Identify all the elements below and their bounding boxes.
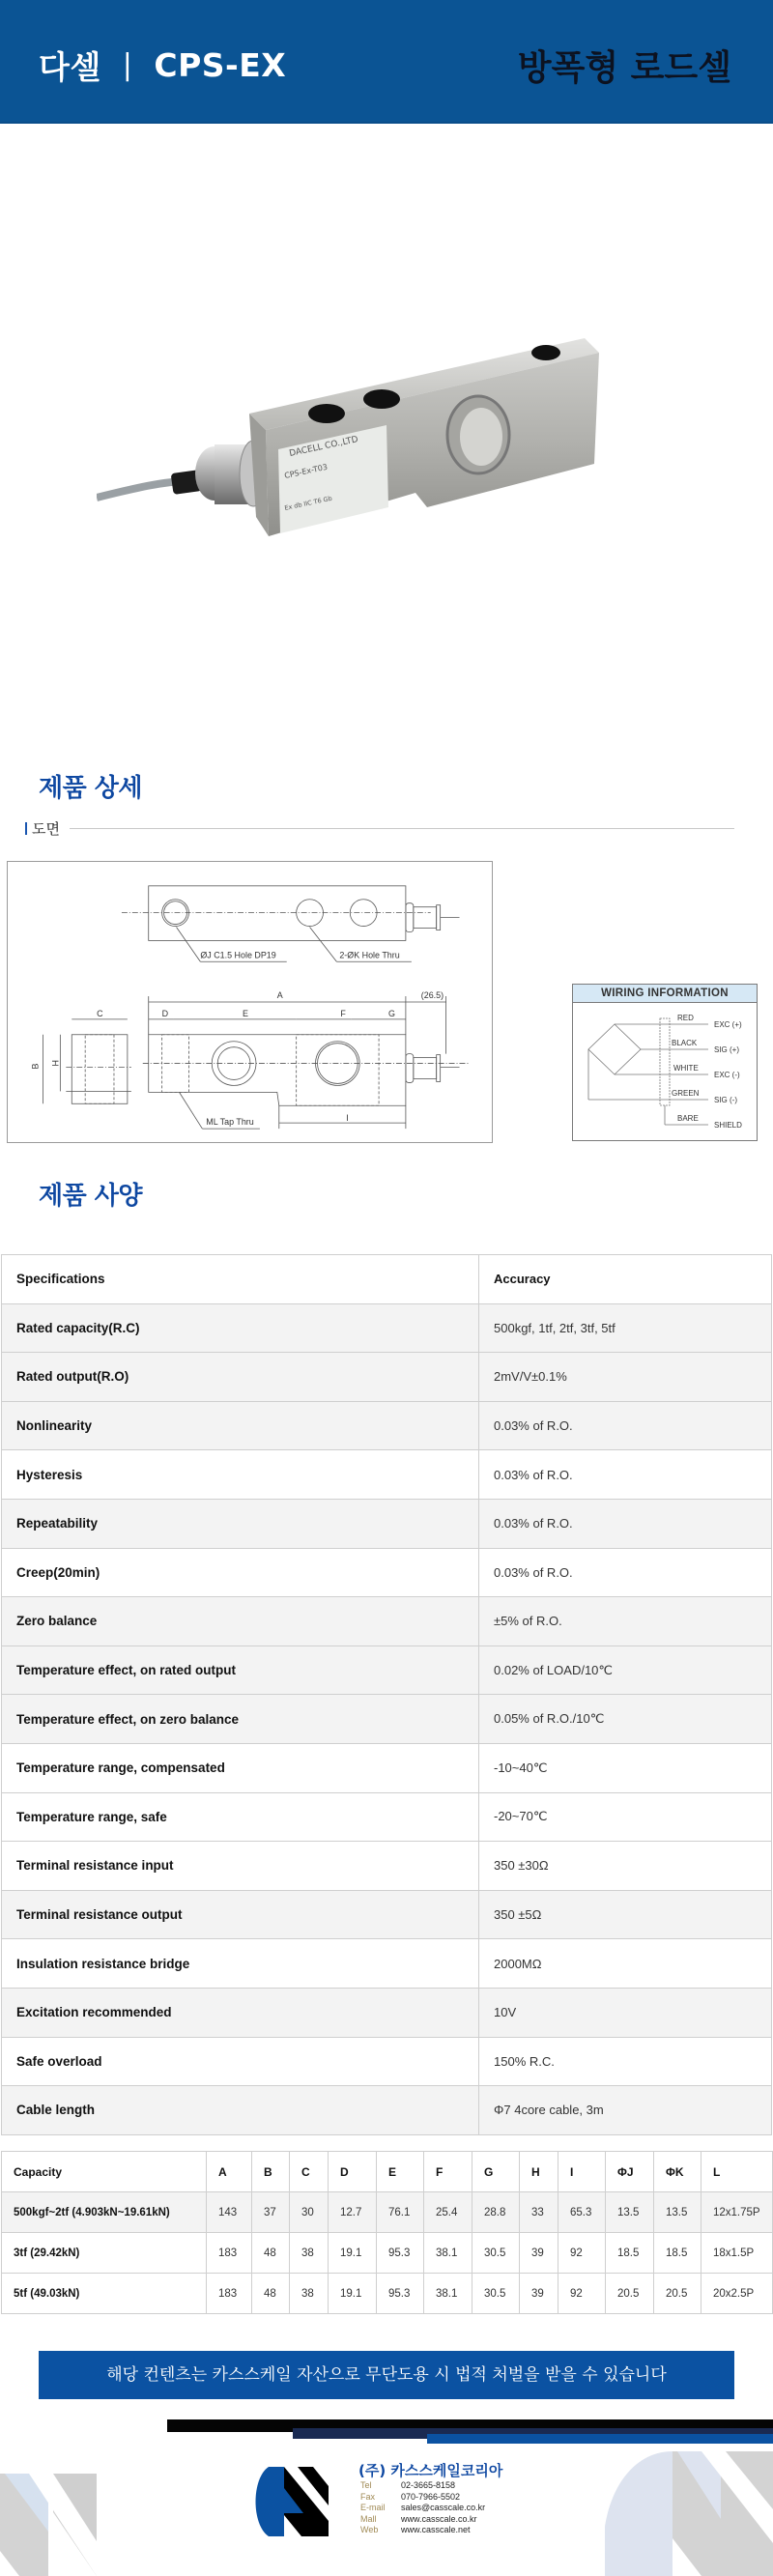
- dimension-value: 20.5: [606, 2274, 654, 2314]
- mount-hole: [308, 404, 345, 423]
- contact-label: Mall: [360, 2513, 377, 2524]
- front-connector-flange: [437, 1055, 441, 1082]
- product-category: 방폭형 로드셀: [517, 48, 731, 88]
- callout-l-label: ML Tap Thru: [206, 1117, 254, 1128]
- drawing-svg: [8, 862, 492, 1142]
- dimension-value: 38: [290, 2233, 329, 2274]
- spec-row: [2, 1743, 772, 1792]
- dimension-value: 19.1: [329, 2274, 377, 2314]
- dimension-header-capacity: Capacity: [2, 2152, 207, 2192]
- front-connector-body: [414, 1058, 437, 1079]
- contact-label: E-mail: [360, 2503, 386, 2513]
- brand-name: 다셀: [39, 48, 101, 86]
- drawing-label: 도면: [32, 820, 60, 838]
- contact-row-tel: [360, 2480, 485, 2492]
- spec-value: 150% R.C.: [479, 2037, 772, 2086]
- dimension-value: 183: [207, 2274, 252, 2314]
- spec-value: 0.03% of R.O.: [479, 1401, 772, 1450]
- spec-row: [2, 1499, 772, 1548]
- header-brand-model: [39, 43, 286, 88]
- specs-title: 제품 사양: [39, 1182, 143, 1211]
- dim-label-g: G: [388, 1008, 395, 1018]
- dimension-value: 38.1: [424, 2274, 472, 2314]
- bridge-circuit: [588, 1024, 641, 1074]
- load-hole-inner: [217, 1047, 250, 1080]
- side-tap-hole: [85, 1035, 114, 1104]
- dimension-header-cell: ΦJ: [606, 2152, 654, 2192]
- spec-key: Temperature range, compensated: [2, 1743, 479, 1792]
- dim-label-b: B: [30, 1063, 41, 1070]
- spec-key: Rated output(R.O): [2, 1353, 479, 1402]
- spec-row: [2, 1792, 772, 1842]
- dimension-header-cell: D: [329, 2152, 377, 2192]
- dim-label-cable: (26.5): [420, 990, 444, 1001]
- contact-value: 070-7966-5502: [401, 2491, 461, 2502]
- dimension-value: 12x1.75P: [701, 2192, 773, 2233]
- wire-signal-label: EXC (-): [714, 1071, 740, 1079]
- dimension-header-cell: H: [520, 2152, 558, 2192]
- dim-label-i: I: [346, 1113, 349, 1124]
- spec-value: 2000MΩ: [479, 1939, 772, 1989]
- mount-hole: [363, 389, 400, 409]
- spec-row: [2, 1401, 772, 1450]
- copyright-notice: 해당 컨텐츠는 카스스케일 자산으로 무단도용 시 법적 처벌을 받을 수 있습니다: [39, 2351, 734, 2399]
- side-view-body: [72, 1035, 128, 1104]
- spec-row: [2, 1939, 772, 1989]
- dim-label-h: H: [50, 1060, 61, 1067]
- dim-label-c: C: [97, 1008, 103, 1018]
- spec-value: 2mV/V±0.1%: [479, 1353, 772, 1402]
- spec-key: Terminal resistance output: [2, 1890, 479, 1939]
- spec-row: [2, 1695, 772, 1744]
- technical-drawing: [7, 861, 493, 1143]
- spec-row: [2, 2086, 772, 2135]
- top-connector-body: [414, 907, 437, 929]
- spec-value: -10~40℃: [479, 1743, 772, 1792]
- wire-color-label: WHITE: [673, 1064, 699, 1073]
- spec-key: Temperature range, safe: [2, 1792, 479, 1842]
- spec-header-row: [2, 1255, 772, 1304]
- dimension-row: [2, 2192, 773, 2233]
- front-view-body: [149, 1035, 406, 1105]
- dimension-value: 33: [520, 2192, 558, 2233]
- dim-label-f: F: [340, 1008, 346, 1018]
- spec-key: Terminal resistance input: [2, 1842, 479, 1891]
- dimension-value: 30.5: [472, 2233, 520, 2274]
- wire-color-label: BLACK: [672, 1039, 698, 1047]
- wire-color-label: RED: [677, 1014, 694, 1022]
- spec-key: Cable length: [2, 2086, 479, 2135]
- spec-value: 0.02% of LOAD/10℃: [479, 1646, 772, 1695]
- spec-row: [2, 1597, 772, 1646]
- spec-key: Creep(20min): [2, 1548, 479, 1597]
- wire-color-label: BARE: [677, 1114, 699, 1123]
- dimension-header-cell: G: [472, 2152, 520, 2192]
- dimension-header-cell: ΦK: [654, 2152, 701, 2192]
- callout-line-l: [180, 1092, 203, 1129]
- spec-row: [2, 1303, 772, 1353]
- dimension-value: 30: [290, 2192, 329, 2233]
- spec-value: 0.03% of R.O.: [479, 1499, 772, 1548]
- wiring-title: WIRING INFORMATION: [573, 985, 757, 1003]
- label-model: CPS-Ex-T03: [283, 462, 329, 480]
- top-connector-flange: [437, 905, 441, 930]
- spec-key: Repeatability: [2, 1499, 479, 1548]
- dimension-value: 18.5: [606, 2233, 654, 2274]
- contact-label: Fax: [360, 2491, 376, 2502]
- contact-info: [360, 2480, 485, 2536]
- model-name: CPS-EX: [154, 46, 287, 84]
- dimension-value: 92: [558, 2233, 606, 2274]
- dimension-value: 143: [207, 2192, 252, 2233]
- dimension-value: 95.3: [377, 2233, 424, 2274]
- callout-line-j: [177, 928, 201, 962]
- spec-key: Hysteresis: [2, 1450, 479, 1500]
- wire-color-label: GREEN: [672, 1089, 700, 1098]
- spec-value: 350 ±30Ω: [479, 1842, 772, 1891]
- wire-signal-label: EXC (+): [714, 1020, 742, 1029]
- spec-row: [2, 1646, 772, 1695]
- dimension-value: 48: [252, 2274, 290, 2314]
- dimension-value: 28.8: [472, 2192, 520, 2233]
- spec-row: [2, 1988, 772, 2037]
- spec-row: [2, 1450, 772, 1500]
- dim-label-a: A: [276, 990, 283, 1001]
- contact-row-fax: [360, 2492, 485, 2504]
- spec-key: Specifications: [2, 1255, 479, 1304]
- spec-row: [2, 1890, 772, 1939]
- dimension-value: 92: [558, 2274, 606, 2314]
- spec-row: [2, 1842, 772, 1891]
- contact-label: Web: [360, 2525, 379, 2535]
- header-separator: |: [122, 48, 133, 82]
- spec-row: [2, 1548, 772, 1597]
- dimension-value: 20x2.5P: [701, 2274, 773, 2314]
- spec-key: Temperature effect, on zero balance: [2, 1695, 479, 1744]
- spec-key: Excitation recommended: [2, 1988, 479, 2037]
- contact-mall-link[interactable]: www.casscale.co.kr: [401, 2513, 477, 2524]
- spec-value: Φ7 4core cable, 3m: [479, 2086, 772, 2135]
- dimension-value: 25.4: [424, 2192, 472, 2233]
- contact-label: Tel: [360, 2480, 372, 2490]
- dimension-header-cell: E: [377, 2152, 424, 2192]
- dimension-value: 12.7: [329, 2192, 377, 2233]
- callout-line-k: [310, 928, 337, 962]
- spec-key: Nonlinearity: [2, 1401, 479, 1450]
- spec-key: Safe overload: [2, 2037, 479, 2086]
- dimension-value: 37: [252, 2192, 290, 2233]
- callout-k-label: 2-ØK Hole Thru: [339, 950, 400, 960]
- dimension-row: [2, 2274, 773, 2314]
- dimension-value: 48: [252, 2233, 290, 2274]
- drawing-subheading: [25, 818, 734, 839]
- details-title: 제품 상세: [39, 774, 143, 803]
- watermark-logo-left: [0, 2474, 106, 2576]
- dimension-header-cell: I: [558, 2152, 606, 2192]
- dimension-value: 76.1: [377, 2192, 424, 2233]
- dimension-value: 65.3: [558, 2192, 606, 2233]
- dimension-header-cell: F: [424, 2152, 472, 2192]
- spec-key: Temperature effect, on rated output: [2, 1646, 479, 1695]
- dimension-value: 38.1: [424, 2233, 472, 2274]
- contact-row-mall: [360, 2514, 485, 2526]
- dim-label-e: E: [243, 1008, 249, 1018]
- dimension-value: 38: [290, 2274, 329, 2314]
- dimension-value: 95.3: [377, 2274, 424, 2314]
- spec-value: Accuracy: [479, 1255, 772, 1304]
- spec-key: Zero balance: [2, 1597, 479, 1646]
- label-cert: Ex db IIC T6 Gb: [283, 494, 333, 512]
- contact-row-email: [360, 2503, 485, 2514]
- subheading-divider: [70, 828, 734, 829]
- dimension-header-cell: C: [290, 2152, 329, 2192]
- subheading-marker: [25, 822, 27, 835]
- dimension-value: 13.5: [606, 2192, 654, 2233]
- dimension-row: [2, 2233, 773, 2274]
- spec-row: [2, 1353, 772, 1402]
- spec-value: ±5% of R.O.: [479, 1597, 772, 1646]
- product-photo: [97, 309, 638, 551]
- dimension-value: 20.5: [654, 2274, 701, 2314]
- spec-value: 0.03% of R.O.: [479, 1548, 772, 1597]
- mount-hole: [531, 345, 560, 360]
- cable-shield: [660, 1018, 670, 1105]
- spec-value: 500kgf, 1tf, 2tf, 3tf, 5tf: [479, 1303, 772, 1353]
- dimension-value: 183: [207, 2233, 252, 2274]
- dimension-header-row: [2, 2152, 773, 2192]
- contact-value: 02-3665-8158: [401, 2480, 456, 2490]
- dimension-value: 13.5: [654, 2192, 701, 2233]
- top-connector: [406, 903, 414, 932]
- watermark-logo-right: [605, 2451, 773, 2576]
- label-brand: DACELL CO.,LTD: [288, 435, 359, 459]
- dimension-value: 18.5: [654, 2233, 701, 2274]
- spec-value: 0.03% of R.O.: [479, 1450, 772, 1500]
- dimension-value: 18x1.5P: [701, 2233, 773, 2274]
- spec-value: -20~70℃: [479, 1792, 772, 1842]
- front-connector: [406, 1054, 414, 1083]
- wire-signal-label: SIG (-): [714, 1096, 737, 1104]
- spec-key: Rated capacity(R.C): [2, 1303, 479, 1353]
- dimension-capacity: 5tf (49.03kN): [2, 2274, 207, 2314]
- dimension-table: [1, 2151, 773, 2314]
- contact-row-web: [360, 2525, 485, 2536]
- spec-key: Insulation resistance bridge: [2, 1939, 479, 1989]
- wire-signal-label: SIG (+): [714, 1045, 740, 1054]
- load-hole-inner: [460, 408, 502, 466]
- spec-row: [2, 2037, 772, 2086]
- spec-value: 0.05% of R.O./10℃: [479, 1695, 772, 1744]
- dimension-header-cell: A: [207, 2152, 252, 2192]
- dim-label-d: D: [161, 1008, 169, 1018]
- spec-value: 350 ±5Ω: [479, 1890, 772, 1939]
- dimension-value: 39: [520, 2274, 558, 2314]
- contact-email-link[interactable]: sales@casscale.co.kr: [401, 2503, 486, 2513]
- company-name: (주) 카스스케일코리아: [358, 2462, 503, 2479]
- dimension-value: 19.1: [329, 2233, 377, 2274]
- spec-value: 10V: [479, 1988, 772, 2037]
- dimension-header-cell: B: [252, 2152, 290, 2192]
- dimension-value: 39: [520, 2233, 558, 2274]
- wiring-diagram: [573, 1003, 757, 1140]
- callout-j-label: ØJ C1.5 Hole DP19: [200, 950, 276, 960]
- company-logo: [255, 2467, 332, 2536]
- dimension-capacity: 3tf (29.42kN): [2, 2233, 207, 2274]
- dimension-header-cell: L: [701, 2152, 773, 2192]
- spec-table: [1, 1254, 772, 2135]
- wiring-information: [572, 984, 758, 1141]
- header-banner: [0, 0, 773, 124]
- footer-stripe-blue: [427, 2434, 773, 2444]
- dimension-value: 30.5: [472, 2274, 520, 2314]
- strain-pocket: [297, 1035, 379, 1105]
- contact-web-link[interactable]: www.casscale.net: [401, 2525, 471, 2535]
- dimension-capacity: 500kgf~2tf (4.903kN~19.61kN): [2, 2192, 207, 2233]
- wire-signal-label: SHIELD: [714, 1121, 742, 1130]
